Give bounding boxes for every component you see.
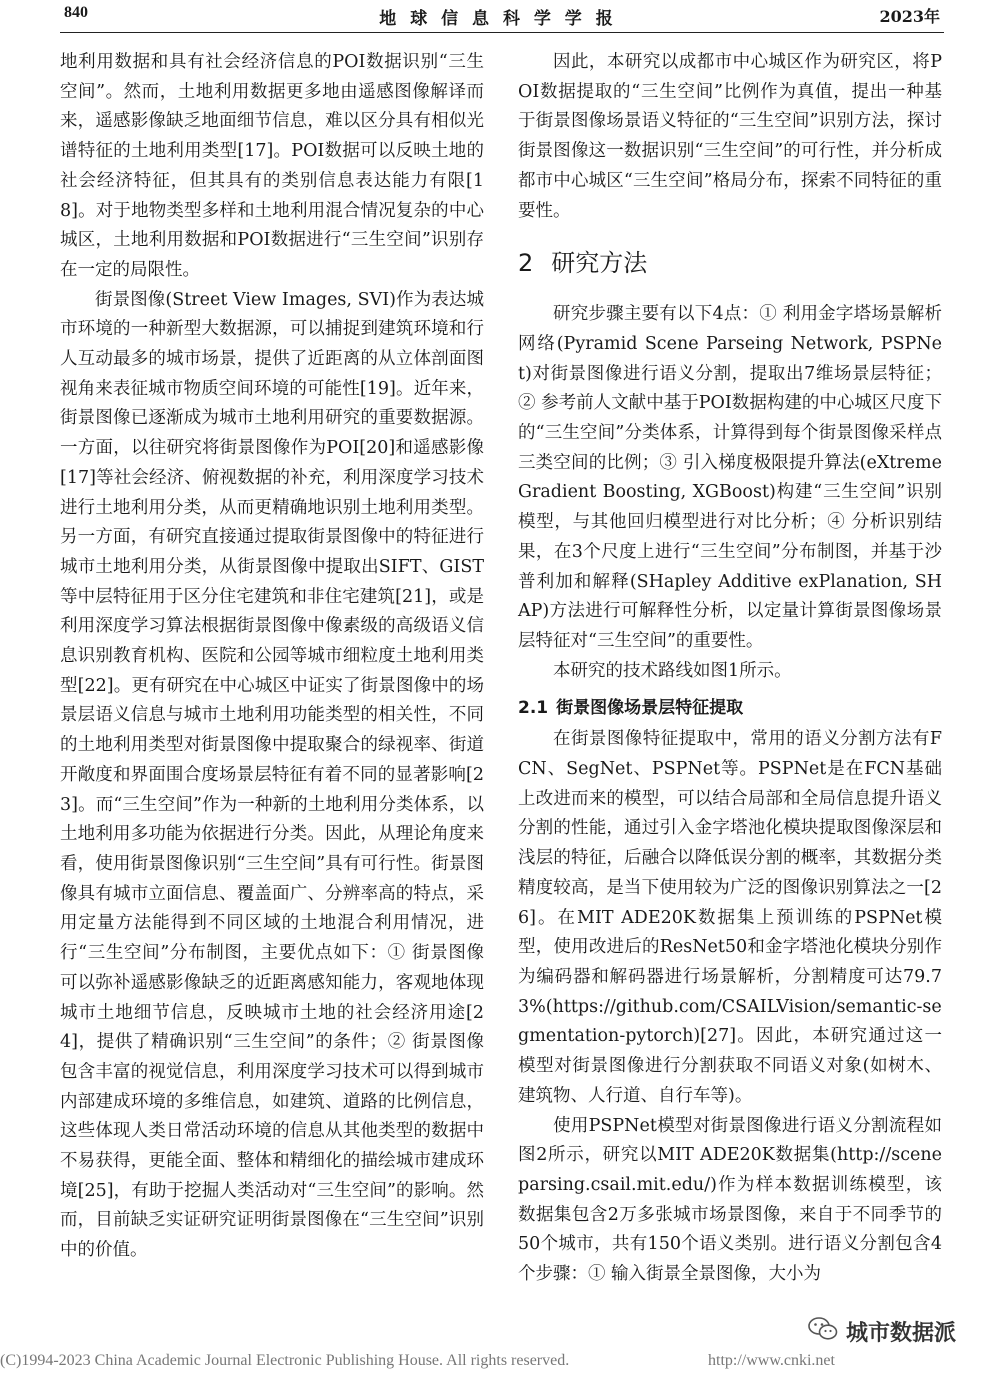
paragraph: 街景图像(Street View Images, SVI)作为表达城市环境的一种新型大数据源，可以捕捉到建筑环境和行人互动最多的城市场景，提供了近距离的从立体剖面图视角来表征城市物质空间环境的可能性[19]。近年来，街景图像已逐渐成为城市土地利用研究的重要数据源。一方面，以往研究将街景图像作为POI[20]和遥感影像[17]等社会经济、俯视数据的补充，利用深度学习技术进行土地利用分类，从而更精确地识别土地利用类型。另一方面，有研究直接通过提取街景图像中的特征进行城市土地利用分类，从街景图像中提取出SIFT、GIST等中层特征用于区分住宅建筑和非住宅建筑[21]，或是利用深度学习算法根据街景图像中像素级的高级语义信息识别教育机构、医院和公园等城市细粒度土地利用类型[22]。更有研究在中心城区中证实了街景图像中的场景层语义信息与城市土地利用功能类型的相关性，不同的土地利用类型对街景图像中提取聚合的绿视率、街道开敞度和界面围合度场景层特征有着不同的显著影响[23]。而“三生空间”作为一种新的土地利用分类体系，以土地利用多功能为依据进行分类。因此，从理论角度来看，使用街景图像识别“三生空间”具有可行性。街景图像具有城市立面信息、覆盖面广、分辨率高的特点，采用定量方法能得到不同区域的土地混合利用情况，进行“三生空间”分布制图，主要优点如下：① 街景图像可以弥补遥感影像缺乏的近距离感知能力，客观地体现城市土地细节信息，反映城市土地的社会经济用途[24]，提供了精确识别“三生空间”的条件；② 街景图像包含丰富的视觉信息，利用深度学习技术可以得到城市内部建成环境的多维信息，如建筑、道路的比例信息，这些体现人类日常活动环境的信息从其他类型的数据中不易获得，更能全面、整体和精细化的描绘城市建成环境[25]，有助于挖掘人类活动对“三生空间”的影响。然而，目前缺乏实证研究证明街景图像在“三生空间”识别中的价值。 xyxy=(60,289,484,1261)
section-number: 2 xyxy=(518,249,534,278)
header-rule xyxy=(60,32,944,33)
running-header xyxy=(0,0,996,36)
paragraph: 因此，本研究以成都市中心城区作为研究区，将POI数据提取的“三生空间”比例作为真值，提出一种基于街景图像场景语义特征的“三生空间”识别方法，探讨街景图像这一数据识别“三生空间”的可行性，并分析成都市中心城区“三生空间”格局分布，探索不同特征的重要性。 xyxy=(518,52,942,221)
paragraph: 使用PSPNet模型对街景图像进行语义分割流程如图2所示，研究以MIT ADE20K数据集(http://sceneparsing.csail.mit.edu/)作为样本数据训练模型，该数据集包含2万多张城市场景图像，来自于不同季节的50个城市，共有150个语义类别。进行语义分割包含4个步骤：① 输入街景全景图像，大小为 xyxy=(518,1115,942,1285)
left-column xyxy=(60,48,484,1266)
paragraph: 研究步骤主要有以下4点：① 利用金字塔场景解析网络(Pyramid Scene Parseing Network, PSPNet)对街景图像进行语义分割，提取出7维场景层特征；② 参考前人文献中基于POI数据构建的中心城区尺度下的“三生空间”分类体系，计算得到每个街景图像采样点三类空间的比例；③ 引入梯度极限提升算法(eXtreme Gradient Boosting, XGBoost)构建“三生空间”识别模型，与其他回归模型进行对比分析；④ 分析识别结果，在3个尺度上进行“三生空间”分布制图，并基于沙普利加和解释(SHapley Additive exPlanation, SHAP)方法进行可解释性分析，以定量计算街景图像场景层特征对“三生空间”的重要性。 xyxy=(518,304,942,651)
publication-year: 2023年 xyxy=(879,7,940,26)
cnki-link[interactable]: http://www.cnki.net xyxy=(708,1352,835,1369)
page-number: 840 xyxy=(64,4,88,21)
watermark-text: 城市数据派 xyxy=(846,1320,957,1346)
copyright-notice: (C)1994-2023 China Academic Journal Electronic Publishing House. All rights reserved. xyxy=(0,1352,570,1369)
paragraph: 地利用数据和具有社会经济信息的POI数据识别“三生空间”。然而，土地利用数据更多地由遥感图像解译而来，遥感影像缺乏地面细节信息，难以区分具有相似光谱特征的土地利用类型[17]。POI数据可以反映土地的社会经济特征，但其具有的类别信息表达能力有限[18]。对于地物类型多样和土地利用混合情况复杂的中心城区，土地利用数据和POI数据进行“三生空间”识别存在一定的局限性。 xyxy=(60,52,484,280)
subsection-title: 街景图像场景层特征提取 xyxy=(556,698,744,719)
journal-title: 地 球 信 息 科 学 学 报 xyxy=(379,9,617,29)
section-title: 研究方法 xyxy=(551,249,648,278)
wechat-icon xyxy=(808,1316,838,1346)
right-column xyxy=(518,48,942,1290)
paragraph: 在街景图像特征提取中，常用的语义分割方法有FCN、SegNet、PSPNet等。PSPNet是在FCN基础上改进而来的模型，可以结合局部和全局信息提升语义分割的性能，通过引入金字塔池化模块提取图像深层和浅层的特征，后融合以降低误分割的概率，其数据分类精度较高，是当下使用较为广泛的图像识别算法之一[26]。在MIT ADE20K数据集上预训练的PSPNet模型，使用改进后的ResNet50和金字塔池化模块分别作为编码器和解码器进行场景解析，分割精度可达79.73%(https://github.com/CSAILVision/semantic-segmentation-pytorch)[27]。因此，本研究通过这一模型对街景图像进行分割获取不同语义对象(如树木、建筑物、人行道、自行车等)。 xyxy=(518,729,942,1106)
paragraph: 本研究的技术路线如图1所示。 xyxy=(553,660,792,681)
subsection-heading xyxy=(518,694,942,723)
watermark xyxy=(808,1316,956,1346)
section-heading xyxy=(518,248,942,278)
footer xyxy=(0,1352,996,1374)
subsection-number: 2.1 xyxy=(518,698,549,719)
